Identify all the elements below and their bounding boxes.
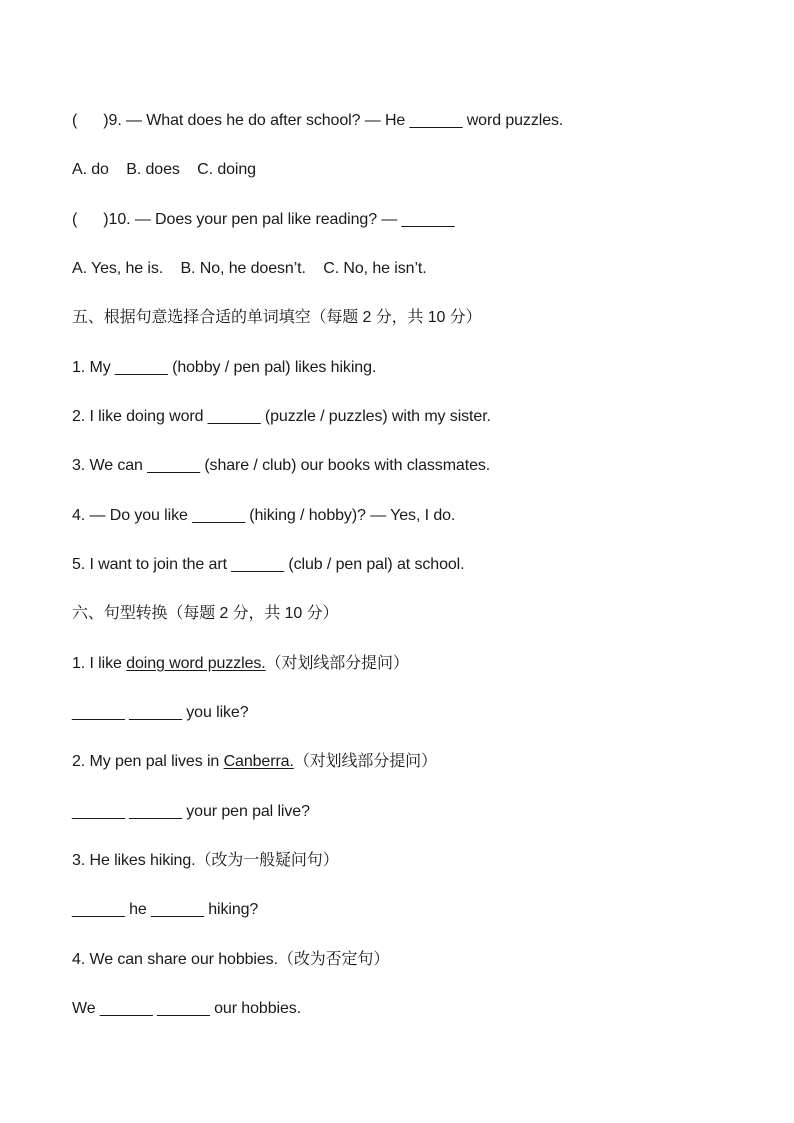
transform-q1-underlined: doing word puzzles. xyxy=(126,655,266,672)
section-six-heading: 六、句型转换（每题 2 分，共 10 分） xyxy=(72,605,339,622)
section-five-heading: 五、根据句意选择合适的单词填空（每题 2 分，共 10 分） xyxy=(72,309,482,326)
transform-q2-answer: ______ ______ your pen pal live? xyxy=(72,803,310,820)
transform-q2-prefix: 2. My pen pal lives in xyxy=(72,753,224,770)
transform-q4: 4. We can share our hobbies.（改为否定句） xyxy=(72,951,390,968)
line-q10: ( )10. — Does your pen pal like reading? — ______ xyxy=(72,211,455,228)
transform-q1-prefix: 1. I like xyxy=(72,655,127,672)
transform-q3: 3. He likes hiking.（改为一般疑问句） xyxy=(72,852,339,869)
transform-q1 xyxy=(72,654,409,674)
transform-q1-answer: ______ ______ you like? xyxy=(72,704,249,721)
transform-q4-answer: We ______ ______ our hobbies. xyxy=(72,1000,301,1017)
fill-item-5: 5. I want to join the art ______ (club / pen pal) at school. xyxy=(72,556,465,573)
fill-item-2: 2. I like doing word ______ (puzzle / puzzles) with my sister. xyxy=(72,408,491,425)
transform-q3-answer: ______ he ______ hiking? xyxy=(72,901,259,918)
fill-item-4: 4. — Do you like ______ (hiking / hobby)? — Yes, I do. xyxy=(72,507,456,524)
line-q10-options: A. Yes, he is. B. No, he doesn’t. C. No, he isn’t. xyxy=(72,260,427,277)
transform-q2-underlined: Canberra. xyxy=(223,753,294,770)
fill-item-3: 3. We can ______ (share / club) our books with classmates. xyxy=(72,457,491,474)
transform-q2-instruction: （对划线部分提问） xyxy=(293,753,437,770)
line-q9: ( )9. — What does he do after school? — He ______ word puzzles. xyxy=(72,112,564,129)
transform-q1-instruction: （对划线部分提问） xyxy=(265,655,409,672)
fill-item-1: 1. My ______ (hobby / pen pal) likes hiking. xyxy=(72,359,377,376)
transform-q2 xyxy=(72,752,437,772)
line-q9-options: A. do B. does C. doing xyxy=(72,161,256,178)
